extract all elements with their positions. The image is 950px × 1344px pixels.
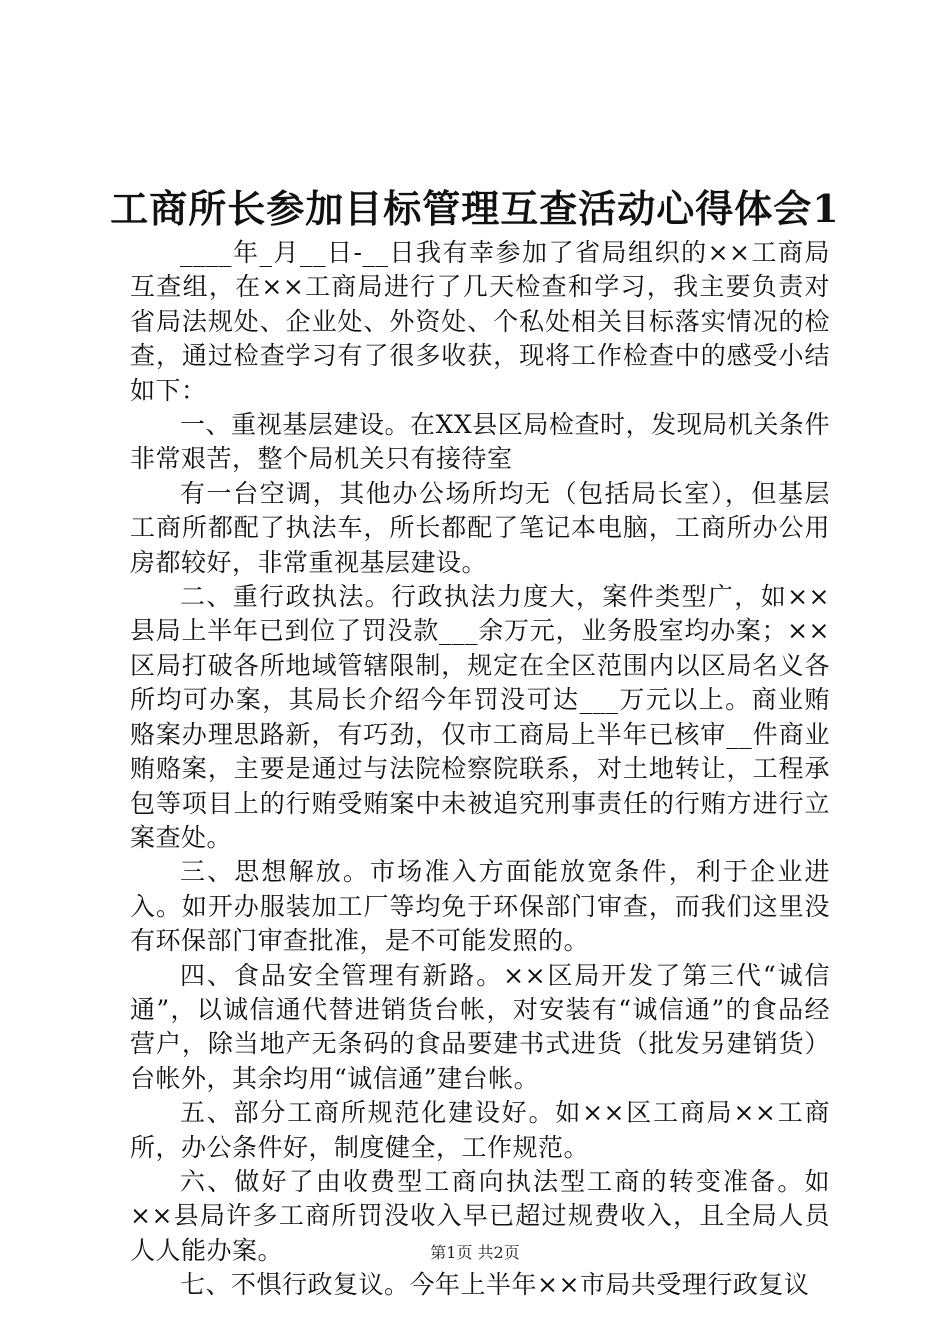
- paragraph-section-2: 二、重行政执法。行政执法力度大，案件类型广，如××县局上半年已到位了罚没款___余万元，业务股室均办案；××区局打破各所地域管辖限制，规定在全区范围内以区局名义各所均可办案，其局长介绍今年罚没可达___万元以上。商业贿赂案办理思路新，有巧劲，仅市工商局上半年已核审__件商业贿赂案，主要是通过与法院检察院联系，对土地转让，工程承包等项目上的行贿受贿案中未被追究刑事责任的行贿方进行立案查处。: [130, 582, 830, 852]
- document-body: [130, 236, 830, 1303]
- page-number-footer: 第1页 共2页: [430, 1243, 520, 1262]
- paragraph-section-5: 五、部分工商所规范化建设好。如××区工商局××工商所，办公条件好，制度健全，工作规范。: [130, 1098, 830, 1162]
- paragraph-section-3: 三、思想解放。市场准入方面能放宽条件，利于企业进入。如开办服装加工厂等均免于环保部门审查，而我们这里没有环保部门审查批准，是不可能发照的。: [130, 857, 830, 956]
- paragraph-section-1-cont: 有一台空调，其他办公场所均无（包括局长室），但基层工商所都配了执法车，所长都配了笔记本电脑，工商所办公用房都较好，非常重视基层建设。: [130, 478, 830, 577]
- paragraph-section-6: 六、做好了由收费型工商向执法型工商的转变准备。如××县局许多工商所罚没收入早已超过规费收入，且全局人员人人能办案。: [130, 1166, 830, 1265]
- paragraph-section-1: 一、重视基层建设。在XX县区局检查时，发现局机关条件非常艰苦，整个局机关只有接待室: [130, 410, 830, 474]
- paragraph-intro: ____年_月__日-__日我有幸参加了省局组织的××工商局互查组，在××工商局进行了几天检查和学习，我主要负责对省局法规处、企业处、外资处、个私处相关目标落实情况的检查，通过检查学习有了很多收获，现将工作检查中的感受小结如下：: [130, 238, 830, 405]
- paragraph-section-7: 七、不惧行政复议。今年上半年××市局共受理行政复议: [180, 1270, 810, 1300]
- paragraph-section-4: 四、食品安全管理有新路。××区局开发了第三代“诚信通”，以诚信通代替进销货台帐，对安装有“诚信通”的食品经营户，除当地产无条码的食品要建书式进货（批发另建销货）台帐外，其余均用“诚信通”建台帐。: [130, 960, 830, 1093]
- document-title: 工商所长参加目标管理互查活动心得体会1: [110, 186, 840, 231]
